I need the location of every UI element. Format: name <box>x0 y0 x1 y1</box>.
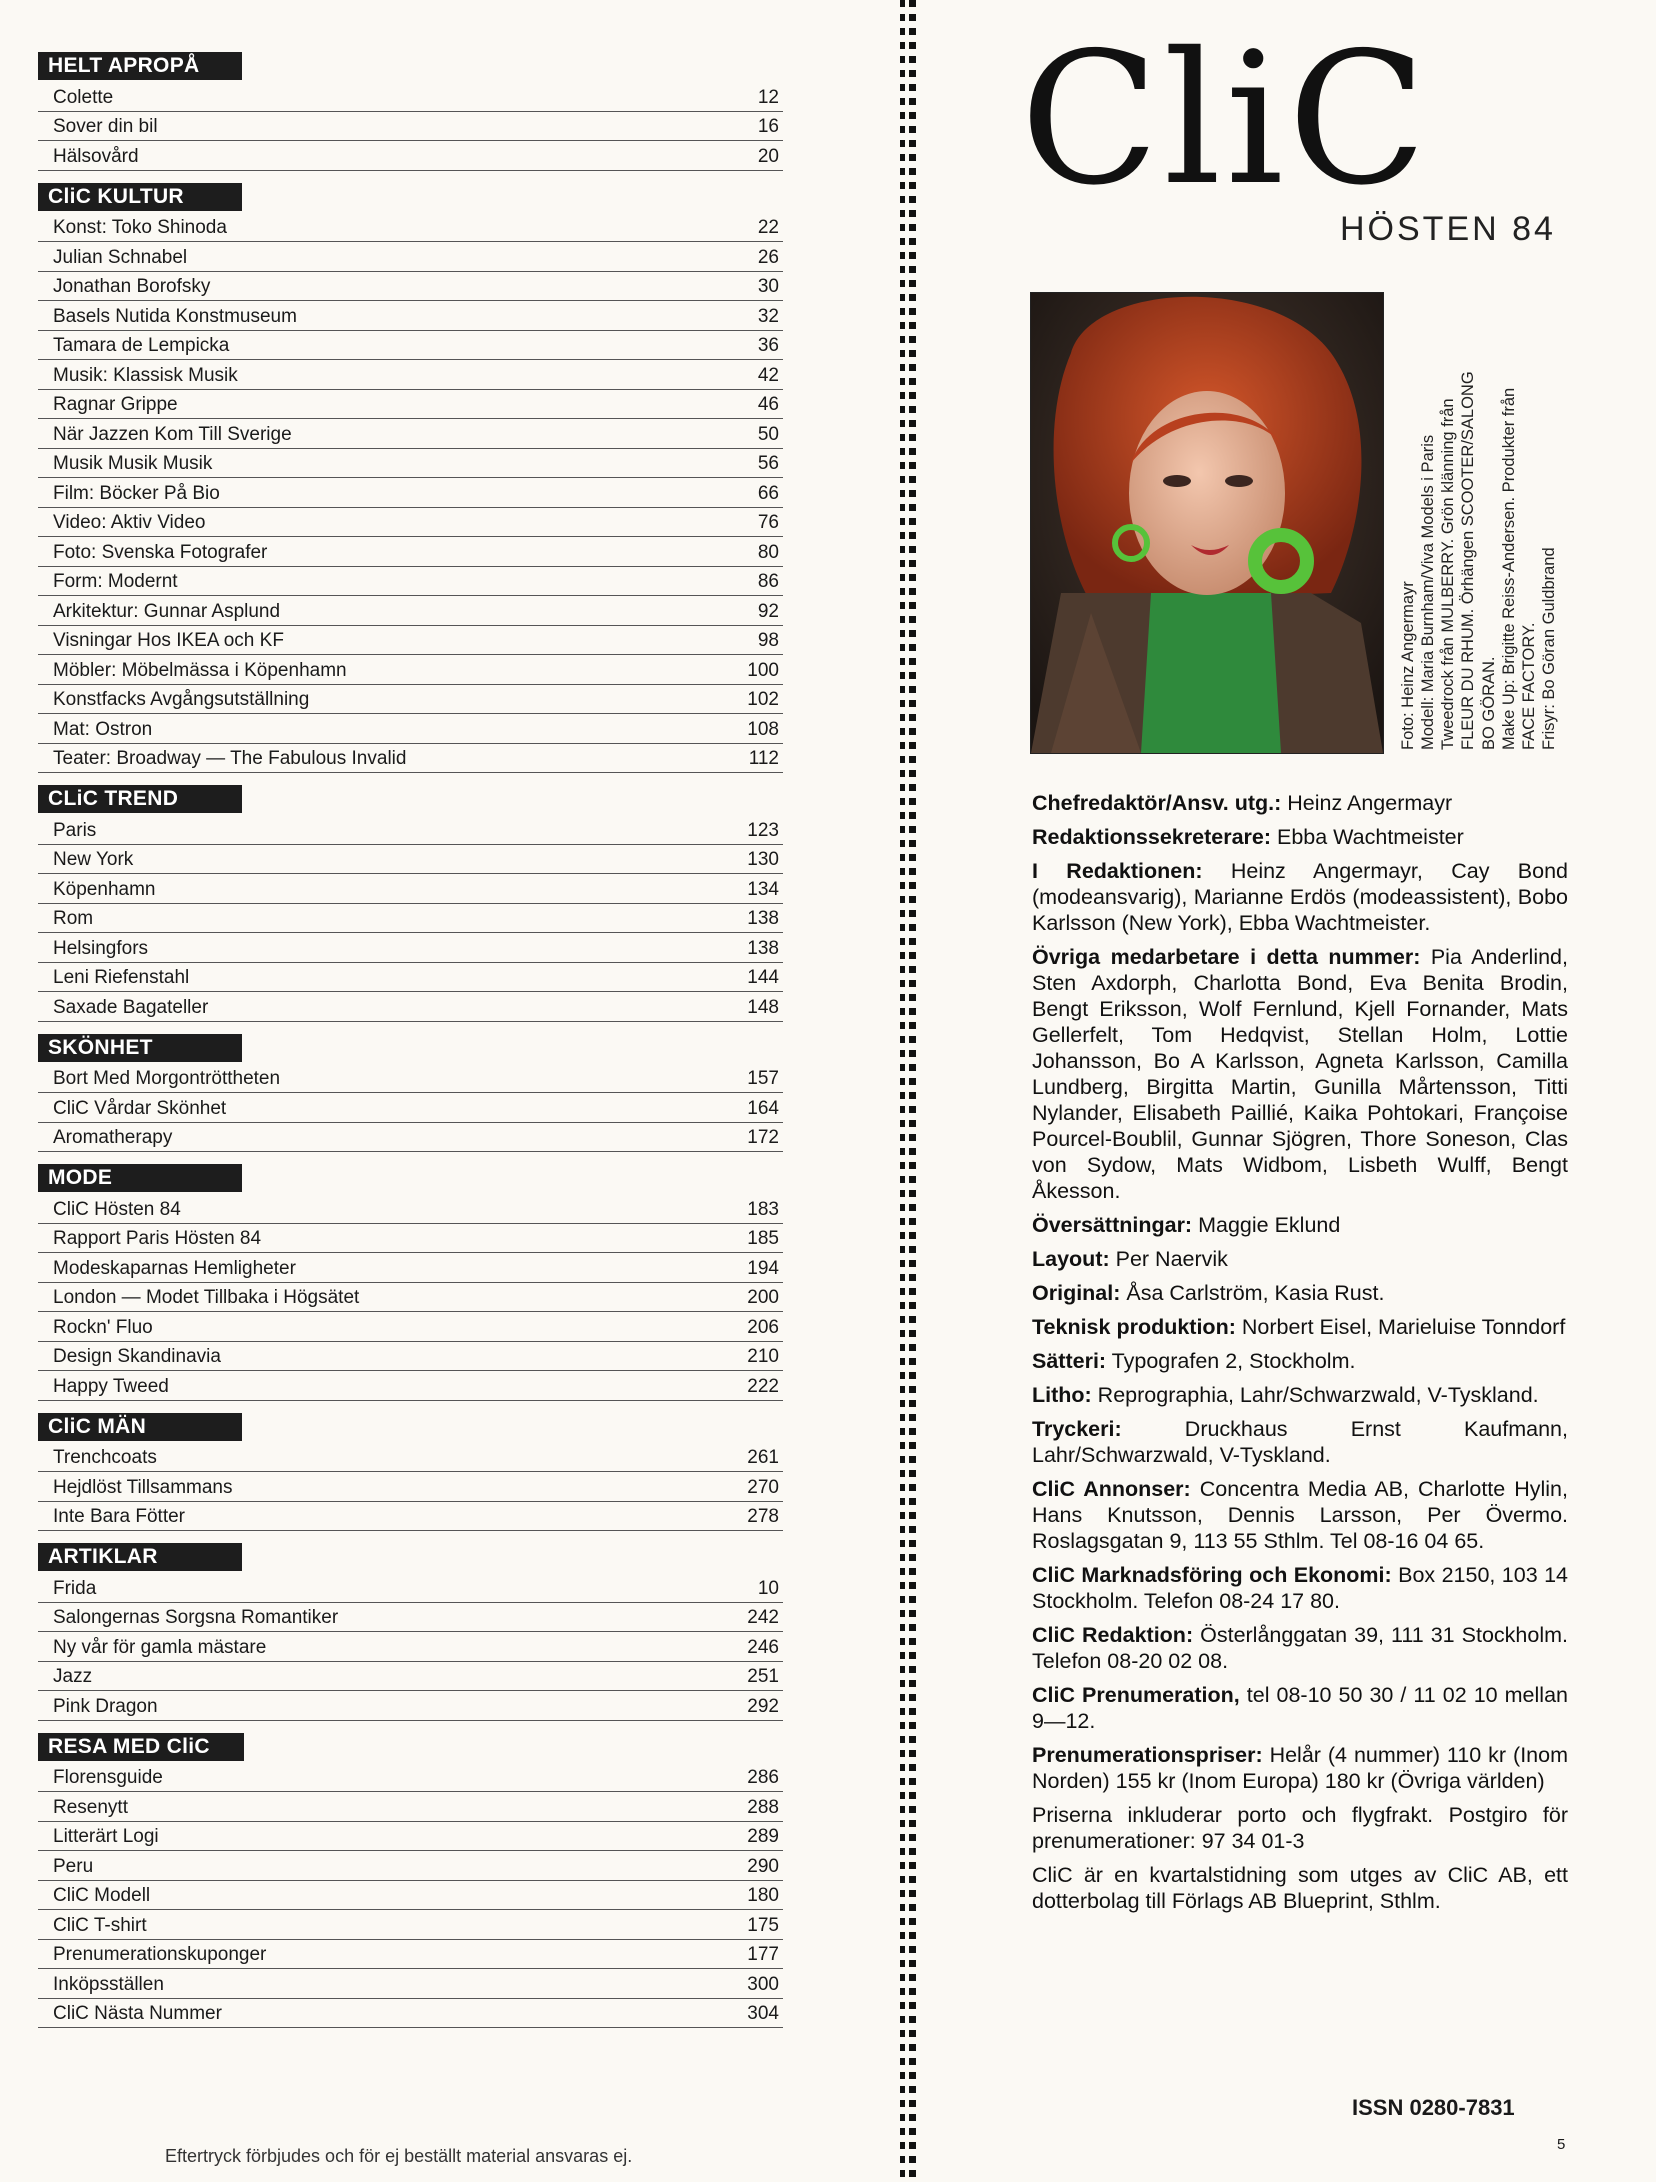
toc-entry-page: 148 <box>747 996 779 1018</box>
toc-entry[interactable] <box>38 449 783 479</box>
toc-entry-page: 175 <box>747 1914 779 1936</box>
toc-section <box>38 1034 783 1153</box>
issue-label: HÖSTEN 84 <box>1340 210 1556 248</box>
toc-entry-page: 164 <box>747 1097 779 1119</box>
toc-entry[interactable] <box>38 815 783 845</box>
masthead-entry <box>1032 1348 1568 1374</box>
toc-entry-title: Frida <box>53 1577 97 1599</box>
masthead-entry <box>1032 858 1568 936</box>
toc-entry-page: 289 <box>747 1826 779 1847</box>
masthead-text: CliC är en kvartalstidning som utges av CliC AB, ett dotterbolag till Förlags AB Blueprint, Sthlm. <box>1032 1863 1568 1913</box>
masthead-entry <box>1032 1802 1568 1854</box>
masthead-entry <box>1032 1246 1568 1272</box>
toc-entry-title: Julian Schnabel <box>53 246 188 268</box>
toc-entry-title: Konst: Toko Shinoda <box>53 217 227 238</box>
toc-entry-title: CliC Modell <box>53 1885 151 1906</box>
toc-entry[interactable] <box>38 845 783 875</box>
magazine-logo: CliC <box>1020 13 1431 225</box>
toc-entry-page: 66 <box>757 482 779 504</box>
toc-entry[interactable] <box>38 744 783 774</box>
toc-entry[interactable] <box>38 537 783 567</box>
toc-entry-title: CliC T-shirt <box>53 1914 147 1936</box>
toc-entry-title: Foto: Svenska Fotografer <box>53 541 268 563</box>
masthead-text: Pia Anderlind, Sten Axdorph, Charlotta Bond, Eva Benita Brodin, Bengt Eriksson, Wolf Fernlund, Kjell Fornander, Mats Gellerfelt, Tom Hedqvist, Stellan Holm, Lottie Johansson, Bo A Karlsson, Agneta Karlsson, Camilla Lundberg, Birgitta Martin, Gunilla Mårtensson, Titti Nylander, Elisabeth Paillié, Kaika Pohtokari, Françoise Pourcel-Boublil, Gunnar Sjögren, Thore Soneson, Clas von Sydow, Mats Widbom, Lisbeth Wulff, Bengt Åkesson. <box>1032 945 1568 1203</box>
masthead-label: Prenumerationspriser: <box>1032 1743 1263 1767</box>
toc-entry[interactable] <box>38 992 783 1022</box>
masthead-label: Litho: <box>1032 1383 1092 1407</box>
toc-entry-title: Resenytt <box>53 1796 128 1818</box>
masthead-text: Typografen 2, Stockholm. <box>1106 1349 1356 1373</box>
masthead-label: Chefredaktör/Ansv. utg.: <box>1032 791 1282 815</box>
toc-entry[interactable] <box>38 1342 783 1372</box>
toc-entry-page: 130 <box>747 849 779 870</box>
toc-entry-page: 200 <box>747 1287 779 1308</box>
toc-entry[interactable] <box>38 1123 783 1153</box>
toc-section-heading: HELT APROPÅ <box>38 52 242 80</box>
masthead-entry <box>1032 790 1568 816</box>
toc-entry-title: Pink Dragon <box>53 1695 158 1717</box>
toc-entry-page: 80 <box>757 541 779 563</box>
toc-entry-page: 10 <box>757 1577 779 1599</box>
toc-entry-page: 26 <box>757 246 779 268</box>
toc-entry-page: 30 <box>757 276 779 297</box>
toc-section-heading: SKÖNHET <box>38 1034 242 1062</box>
toc-section-heading: RESA MED CliC <box>38 1733 244 1761</box>
masthead-text: Concentra Media AB, Charlotte Hylin, Hans Knutsson, Dennis Larsson, Per Övermo. Roslagsgatan 9, 113 55 Sthlm. Tel 08-16 04 65. <box>1032 1477 1568 1553</box>
toc-entry-title: Helsingfors <box>53 937 149 959</box>
photo-credit-line: FACE FACTORY. <box>1519 622 1538 750</box>
toc-entry[interactable] <box>38 1632 783 1662</box>
toc-entry[interactable] <box>38 1999 783 2029</box>
toc-section <box>38 52 783 171</box>
masthead-text: Maggie Eklund <box>1192 1213 1341 1237</box>
masthead-label: CliC Annonser: <box>1032 1477 1191 1501</box>
toc-section-heading: MODE <box>38 1164 242 1192</box>
toc-entry-page: 100 <box>747 659 779 681</box>
toc-entry[interactable] <box>38 1312 783 1342</box>
toc-entry[interactable] <box>38 141 783 171</box>
toc-entry-title: Paris <box>53 819 97 841</box>
photo-credit-line: Make Up: Brigitte Reiss-Andersen. Produkter från <box>1499 387 1518 750</box>
masthead-text: Druckhaus Ernst Kaufmann, Lahr/Schwarzwald, V-Tyskland. <box>1032 1417 1568 1467</box>
masthead-text: Box 2150, 103 14 Stockholm. Telefon 08-24 17 80. <box>1032 1563 1568 1613</box>
toc-section-heading: CLiC TREND <box>38 785 242 813</box>
toc-entry-title: CliC Hösten 84 <box>53 1198 181 1220</box>
toc-entry-title: Bort Med Morgontröttheten <box>53 1068 281 1089</box>
toc-section <box>38 183 783 774</box>
toc-entry-title: Tamara de Lempicka <box>53 335 230 356</box>
toc-entry-page: 112 <box>748 748 779 769</box>
issn: ISSN 0280-7831 <box>1352 2095 1515 2120</box>
masthead-text: tel 08-10 50 30 / 11 02 10 mellan 9—12. <box>1032 1683 1568 1733</box>
toc-entry[interactable] <box>38 301 783 331</box>
toc-entry-title: Saxade Bagateller <box>53 996 209 1018</box>
toc-entry-title: Rom <box>53 908 94 929</box>
toc-entry-title: Möbler: Möbelmässa i Köpenhamn <box>53 659 347 681</box>
toc-entry-page: 157 <box>747 1068 779 1089</box>
toc-entry-page: 12 <box>757 86 779 108</box>
toc-entry[interactable] <box>38 1371 783 1401</box>
masthead-entry <box>1032 1862 1568 1914</box>
toc-entry-title: Inte Bara Fötter <box>53 1506 186 1527</box>
masthead-label: I Redaktionen: <box>1032 859 1203 883</box>
toc-entry-page: 194 <box>747 1257 779 1279</box>
toc-entry-title: London — Modet Tillbaka i Högsätet <box>53 1287 360 1308</box>
toc-entry[interactable] <box>38 1443 783 1473</box>
model-portrait-image <box>1031 293 1383 753</box>
masthead-text: Priserna inkluderar porto och flygfrakt. Postgiro för prenumerationer: 97 34 01-3 <box>1032 1803 1568 1853</box>
toc-entry-title: Visningar Hos IKEA och KF <box>53 630 284 651</box>
toc-entry-title: Trenchcoats <box>53 1447 157 1468</box>
masthead-label: Tryckeri: <box>1032 1417 1122 1441</box>
toc-entry-title: Hälsovård <box>53 145 139 167</box>
photo-credit-line: BO GÖRAN. <box>1479 656 1498 750</box>
toc-entry[interactable] <box>38 1253 783 1283</box>
toc-entry[interactable] <box>38 1763 783 1793</box>
toc-entry-title: Film: Böcker På Bio <box>53 482 220 504</box>
toc-entry-page: 304 <box>747 2003 779 2024</box>
masthead-text: Ebba Wachtmeister <box>1271 825 1464 849</box>
toc-entry[interactable] <box>38 1224 783 1254</box>
toc-entry-page: 123 <box>747 819 779 841</box>
toc-entry[interactable] <box>38 1851 783 1881</box>
toc-entry-page: 36 <box>757 335 779 356</box>
toc-section-heading: CliC MÄN <box>38 1413 242 1441</box>
toc-entry[interactable] <box>38 478 783 508</box>
masthead-entry <box>1032 944 1568 1204</box>
toc-entry-title: Teater: Broadway — The Fabulous Invalid <box>53 748 407 769</box>
toc-entry[interactable] <box>38 1573 783 1603</box>
masthead-entry <box>1032 1382 1568 1408</box>
toc-section <box>38 1413 783 1532</box>
toc-entry-page: 246 <box>747 1636 779 1658</box>
toc-entry[interactable] <box>38 390 783 420</box>
toc-entry-page: 42 <box>757 364 779 386</box>
toc-entry-title: Peru <box>53 1855 94 1877</box>
toc-entry-page: 86 <box>757 571 779 592</box>
toc-entry[interactable] <box>38 1822 783 1852</box>
masthead-entry <box>1032 1476 1568 1554</box>
toc-entry-title: Basels Nutida Konstmuseum <box>53 305 297 327</box>
toc-entry-page: 76 <box>757 512 779 533</box>
masthead-label: Teknisk produktion: <box>1032 1315 1236 1339</box>
toc-entry-page: 261 <box>747 1447 779 1468</box>
toc-entry-title: New York <box>53 849 134 870</box>
toc-entry[interactable] <box>38 904 783 934</box>
toc-entry-title: Colette <box>53 86 114 108</box>
masthead-text: Åsa Carlström, Kasia Rust. <box>1120 1281 1385 1305</box>
toc-entry-page: 92 <box>757 600 779 622</box>
toc-entry-page: 108 <box>747 718 779 740</box>
table-of-contents <box>38 52 783 2040</box>
toc-entry[interactable] <box>38 1910 783 1940</box>
photo-credit-line: Foto: Heinz Angermayr <box>1399 581 1417 750</box>
toc-entry-page: 210 <box>747 1346 779 1367</box>
toc-entry-page: 134 <box>747 878 779 900</box>
toc-entry[interactable] <box>38 272 783 302</box>
toc-entry[interactable] <box>38 626 783 656</box>
photo-credit-line: Frisyr: Bo Göran Guldbrand <box>1539 547 1558 750</box>
cover-photo <box>1030 292 1384 754</box>
toc-entry-page: 138 <box>747 908 779 929</box>
toc-entry-title: Prenumerationskuponger <box>53 1944 267 1965</box>
toc-entry[interactable] <box>38 1502 783 1532</box>
toc-entry-title: Jazz <box>53 1666 93 1687</box>
toc-entry[interactable] <box>38 213 783 243</box>
toc-entry-title: Aromatherapy <box>53 1127 173 1148</box>
toc-entry[interactable] <box>38 567 783 597</box>
toc-entry-title: Leni Riefenstahl <box>53 967 190 988</box>
toc-entry[interactable] <box>38 1792 783 1822</box>
toc-section <box>38 785 783 1022</box>
masthead-label: Original: <box>1032 1281 1121 1305</box>
toc-entry-title: Video: Aktiv Video <box>53 512 206 533</box>
page-number: 5 <box>1557 2136 1566 2153</box>
toc-entry[interactable] <box>38 1940 783 1970</box>
masthead-entry <box>1032 1280 1568 1306</box>
perforated-binding <box>900 0 916 2182</box>
masthead-entry <box>1032 1416 1568 1468</box>
toc-entry[interactable] <box>38 1691 783 1721</box>
masthead-label: Redaktionssekreterare: <box>1032 825 1272 849</box>
toc-entry[interactable] <box>38 112 783 142</box>
photo-credit-line: Modell: Maria Burnham/Viva Models i Paris <box>1419 434 1438 750</box>
toc-entry-title: Musik Musik Musik <box>53 453 213 474</box>
toc-section-heading: CliC KULTUR <box>38 183 242 211</box>
toc-entry-page: 183 <box>747 1198 779 1220</box>
toc-entry[interactable] <box>38 419 783 449</box>
toc-entry-page: 278 <box>747 1506 779 1527</box>
toc-entry-page: 20 <box>757 145 779 167</box>
toc-entry-page: 138 <box>747 937 779 959</box>
masthead-text: Reprographia, Lahr/Schwarzwald, V-Tyskland. <box>1091 1383 1539 1407</box>
toc-entry-page: 222 <box>747 1375 779 1397</box>
toc-entry-page: 251 <box>747 1666 779 1687</box>
masthead-text: Norbert Eisel, Marieluise Tonndorf <box>1235 1315 1566 1339</box>
masthead-label: Övriga medarbetare i detta nummer: <box>1032 945 1421 969</box>
masthead-label: Översättningar: <box>1032 1213 1193 1237</box>
masthead-text: Per Naervik <box>1109 1247 1228 1271</box>
toc-entry-page: 270 <box>747 1476 779 1498</box>
toc-entry-page: 32 <box>757 305 779 327</box>
toc-entry-page: 180 <box>747 1885 779 1906</box>
toc-entry[interactable] <box>38 1194 783 1224</box>
toc-entry[interactable] <box>38 963 783 993</box>
toc-entry-title: Rockn' Fluo <box>53 1316 153 1338</box>
toc-entry-page: 172 <box>747 1127 779 1148</box>
toc-entry[interactable] <box>38 655 783 685</box>
toc-entry[interactable] <box>38 1881 783 1911</box>
toc-entry-title: Modeskaparnas Hemligheter <box>53 1257 296 1279</box>
toc-entry-title: Litterärt Logi <box>53 1826 159 1847</box>
toc-entry[interactable] <box>38 1969 783 1999</box>
toc-entry-title: CliC Nästa Nummer <box>53 2003 222 2024</box>
toc-entry-title: Hejdlöst Tillsammans <box>53 1476 233 1498</box>
masthead-entry <box>1032 1562 1568 1614</box>
toc-section <box>38 1733 783 2029</box>
toc-entry[interactable] <box>38 508 783 538</box>
toc-entry[interactable] <box>38 360 783 390</box>
toc-entry-title: Arkitektur: Gunnar Asplund <box>53 600 281 622</box>
photo-credit-line: Tweedrock från MULBERRY. Grön klänning från <box>1439 398 1458 750</box>
toc-entry-title: Salongernas Sorgsna Romantiker <box>53 1607 339 1628</box>
masthead-entry <box>1032 1622 1568 1674</box>
masthead-entry <box>1032 1682 1568 1734</box>
toc-entry-title: Inköpsställen <box>53 1973 164 1995</box>
masthead-text: Heinz Angermayr, Cay Bond (modeansvarig), Marianne Erdös (modeassistent), Bobo Karlsson (New York), Ebba Wachtmeister. <box>1032 859 1568 935</box>
toc-entry-page: 290 <box>747 1855 779 1877</box>
toc-entry[interactable] <box>38 331 783 361</box>
masthead-text: Heinz Angermayr <box>1281 791 1453 815</box>
masthead-label: CliC Marknadsföring och Ekonomi: <box>1032 1563 1392 1587</box>
toc-entry-title: Jonathan Borofsky <box>53 276 211 297</box>
toc-entry-page: 177 <box>747 1944 779 1965</box>
toc-entry-page: 242 <box>747 1607 779 1628</box>
toc-entry[interactable] <box>38 1093 783 1123</box>
toc-entry[interactable] <box>38 1283 783 1313</box>
toc-entry[interactable] <box>38 1064 783 1094</box>
toc-entry-title: När Jazzen Kom Till Sverige <box>53 423 292 445</box>
toc-entry-title: CliC Vårdar Skönhet <box>53 1097 227 1119</box>
toc-entry[interactable] <box>38 82 783 112</box>
footer-note: Eftertryck förbjudes och för ej beställt material ansvaras ej. <box>165 2146 633 2166</box>
toc-entry[interactable] <box>38 242 783 272</box>
toc-entry[interactable] <box>38 933 783 963</box>
toc-entry[interactable] <box>38 1472 783 1502</box>
toc-entry-title: Köpenhamn <box>53 878 156 900</box>
toc-entry-page: 206 <box>747 1316 779 1338</box>
toc-section <box>38 1164 783 1401</box>
toc-entry-page: 46 <box>757 394 779 415</box>
toc-entry[interactable] <box>38 1662 783 1692</box>
toc-entry-page: 144 <box>747 967 779 988</box>
toc-entry-title: Ny vår för gamla mästare <box>53 1636 267 1658</box>
masthead-label: CliC Prenumeration, <box>1032 1683 1240 1707</box>
masthead <box>1032 790 1568 1922</box>
masthead-text: Österlånggatan 39, 111 31 Stockholm. Telefon 08-20 02 08. <box>1032 1623 1568 1673</box>
toc-entry[interactable] <box>38 714 783 744</box>
toc-entry-page: 286 <box>747 1767 779 1788</box>
masthead-label: Sätteri: <box>1032 1349 1107 1373</box>
toc-entry-page: 288 <box>747 1796 779 1818</box>
masthead-entry <box>1032 1742 1568 1794</box>
masthead-text: Helår (4 nummer) 110 kr (Inom Norden) 155 kr (Inom Europa) 180 kr (Övriga världen) <box>1032 1743 1568 1793</box>
photo-credits <box>1398 290 1608 750</box>
toc-entry-page: 56 <box>757 453 779 474</box>
toc-entry-title: Happy Tweed <box>53 1375 169 1397</box>
masthead-label: Layout: <box>1032 1247 1110 1271</box>
toc-entry[interactable] <box>38 874 783 904</box>
toc-entry-page: 292 <box>747 1695 779 1717</box>
toc-entry[interactable] <box>38 1603 783 1633</box>
masthead-entry <box>1032 824 1568 850</box>
toc-entry-title: Konstfacks Avgångsutställning <box>53 689 310 710</box>
toc-entry-page: 22 <box>757 217 779 238</box>
toc-entry[interactable] <box>38 685 783 715</box>
toc-entry-title: Design Skandinavia <box>53 1346 221 1367</box>
toc-section <box>38 1543 783 1721</box>
toc-entry-title: Rapport Paris Hösten 84 <box>53 1228 262 1249</box>
masthead-label: CliC Redaktion: <box>1032 1623 1194 1647</box>
toc-entry-title: Form: Modernt <box>53 571 178 592</box>
toc-entry-page: 185 <box>747 1228 779 1249</box>
toc-section-heading: ARTIKLAR <box>38 1543 242 1571</box>
toc-entry-page: 300 <box>747 1973 779 1995</box>
toc-entry-page: 102 <box>747 689 779 710</box>
toc-entry-page: 50 <box>757 423 779 445</box>
toc-entry-title: Florensguide <box>53 1767 163 1788</box>
toc-entry-title: Mat: Ostron <box>53 718 153 740</box>
toc-entry-page: 98 <box>757 630 779 651</box>
masthead-entry <box>1032 1314 1568 1340</box>
toc-entry-page: 16 <box>757 116 779 137</box>
photo-credit-line: FLEUR DU RHUM. Örhängen SCOOTER/SALONG <box>1459 371 1478 750</box>
masthead-entry <box>1032 1212 1568 1238</box>
toc-entry-title: Musik: Klassisk Musik <box>53 364 238 386</box>
toc-entry-title: Sover din bil <box>53 116 158 137</box>
toc-entry-title: Ragnar Grippe <box>53 394 178 415</box>
toc-entry[interactable] <box>38 596 783 626</box>
